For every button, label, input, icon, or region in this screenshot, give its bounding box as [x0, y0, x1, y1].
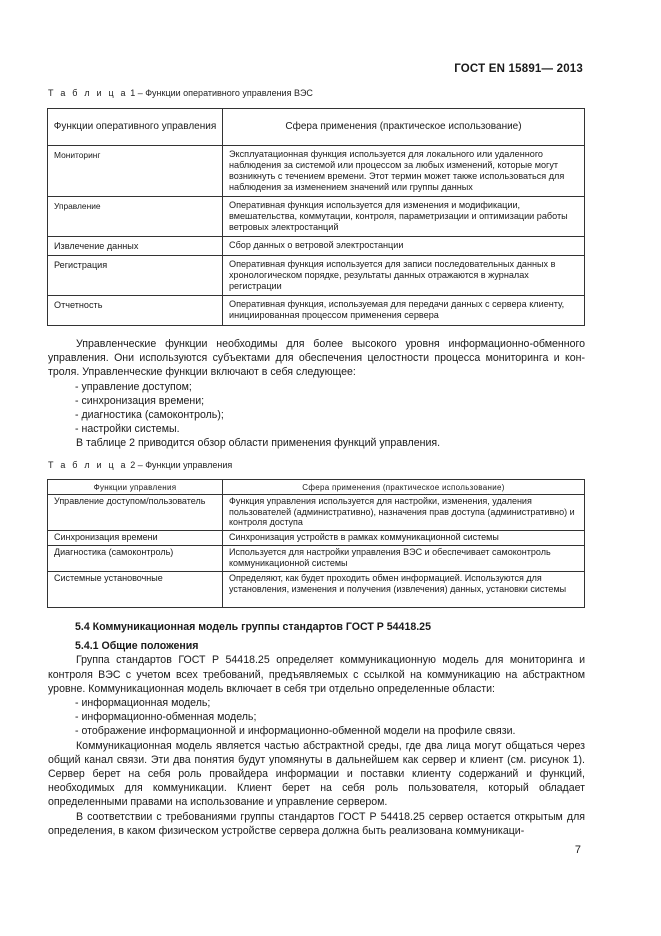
list-item: - синхронизация времени;: [75, 394, 205, 407]
paragraph: Группа стандартов ГОСТ Р 54418.25 определяет коммуникационную модель для мониторинга и контроля ВЭС с учетом всех требований, предъявляемых с ссылкой на коммуникацию на абстрактном уровне. Коммуникационная модель включает в себя три отдельно определенные области:: [48, 654, 585, 695]
section-5-4: [48, 620, 585, 838]
table-row: [48, 237, 585, 256]
table1-row-desc: Оперативная функция используется для записи последовательных данных в хронологическом порядке, результаты данных отражаются в журналах регистрации: [223, 256, 585, 296]
table-row: [48, 495, 585, 531]
table1-caption-text: 1 – Функции оперативного управления ВЭС: [127, 88, 313, 98]
paragraph: В таблице 2 приводится обзор области применения функций управления.: [76, 437, 441, 450]
table1-row-name: Мониторинг: [48, 146, 223, 197]
table1-row-name: Отчетность: [48, 296, 223, 326]
list-item: - диагностика (самоконтроль);: [75, 409, 224, 422]
table2-caption-text: 2 – Функции управления: [127, 460, 233, 470]
page-number: 7: [574, 844, 581, 856]
section-heading: 5.4 Коммуникационная модель группы стандартов ГОСТ Р 54418.25: [75, 621, 431, 633]
table2-management-functions: [47, 479, 585, 608]
table2-col2-header: Сфера применения (практическое использование): [223, 480, 585, 495]
table2-row-desc: Функция управления используется для настройки, изменения, удаления пользователей (административно), назначения прав доступа (административно) и контроля доступа: [223, 495, 585, 531]
table-row: [48, 572, 585, 608]
table1-caption-label: Т а б л и ц а: [48, 88, 128, 98]
table2-caption: [48, 460, 232, 470]
paragraph: Управленческие функции необходимы для более высокого уровня информационно-обменного управления. Они используются субъектами для обеспечения целостности процесса мониторинга и контроля. Управленческие функции включают в себя следующее:: [48, 338, 585, 379]
table2-row-name: Системные установочные: [48, 572, 223, 608]
table1-header-row: [48, 109, 585, 146]
list-item: - управление доступом;: [75, 380, 192, 393]
table1-col1-header: Функции оперативного управления: [48, 109, 223, 146]
table1-caption: [48, 88, 313, 98]
table1-operational-functions: [47, 108, 585, 326]
table2-row-name: Синхронизация времени: [48, 531, 223, 546]
table1-row-name: Управление: [48, 197, 223, 237]
table2-row-desc: Определяют, как будет проходить обмен информацией. Используются для установления, изменения и получения (извлечения) данных, установки системы: [223, 572, 585, 608]
document-header-standard: ГОСТ EN 15891— 2013: [454, 63, 583, 75]
table-row: [48, 256, 585, 296]
table2-header-row: [48, 480, 585, 495]
table2-row-desc: Используется для настройки управления ВЭС и обеспечивает самоконтроль коммуникационной системы: [223, 546, 585, 572]
table-row: [48, 296, 585, 326]
table1-row-desc: Оперативная функция, используемая для передачи данных с сервера клиенту, инициированная процессом применения сервера: [223, 296, 585, 326]
paragraph: В соответствии с требованиями группы стандартов ГОСТ Р 54418.25 сервер остается открытым для определения, в каком физическом устройстве сервера должна быть реализована коммуникаци-: [48, 810, 585, 837]
table-row: [48, 546, 585, 572]
table1-row-desc: Эксплуатационная функция используется для локального или удаленного наблюдения за системой или процессом за любых изменений, которые могут возникнуть с течением времени. Этот термин может также использоваться для наблюдения за изменением значений или группы данных: [223, 146, 585, 197]
table1-row-name: Регистрация: [48, 256, 223, 296]
list-item: - информационная модель;: [75, 697, 211, 710]
management-functions-section: [48, 337, 585, 451]
table2-row-name: Диагностика (самоконтроль): [48, 546, 223, 572]
table1-row-desc: Оперативная функция используется для изменения и модификации, вмешательства, коммутации, контроля, параметризации и оптимизации работы ветровых электростанций: [223, 197, 585, 237]
table2-col1-header: Функции управления: [48, 480, 223, 495]
table2-row-name: Управление доступом/пользователь: [48, 495, 223, 531]
table-row: [48, 197, 585, 237]
table2-caption-label: Т а б л и ц а: [48, 460, 128, 470]
table-row: [48, 146, 585, 197]
subsection-heading: 5.4.1 Общие положения: [75, 640, 199, 653]
table1-col2-header: Сфера применения (практическое использование): [223, 109, 585, 146]
paragraph: Коммуникационная модель является частью абстрактной среды, где два лица могут общаться через общий канал связи. Эти два понятия будут упомянуты в дальнейшем как сервер и клиент (см. рисунок 1). Сервер берет на себя роль провайдера информации и поставки клиенту содержаний и функций, необходимых для коммуникации. Клиент берет на себя роль пользователя, который обладает определенными правами на использование и управление сервером.: [48, 739, 585, 809]
table-row: [48, 531, 585, 546]
table1-row-name: Извлечение данных: [48, 237, 223, 256]
list-item: - информационно-обменная модель;: [75, 711, 257, 724]
list-item: - отображение информационной и информационно-обменной модели на профиле связи.: [75, 725, 516, 738]
list-item: - настройки системы.: [75, 423, 180, 436]
table2-row-desc: Синхронизация устройств в рамках коммуникационной системы: [223, 531, 585, 546]
table1-row-desc: Сбор данных о ветровой электростанции: [223, 237, 585, 256]
